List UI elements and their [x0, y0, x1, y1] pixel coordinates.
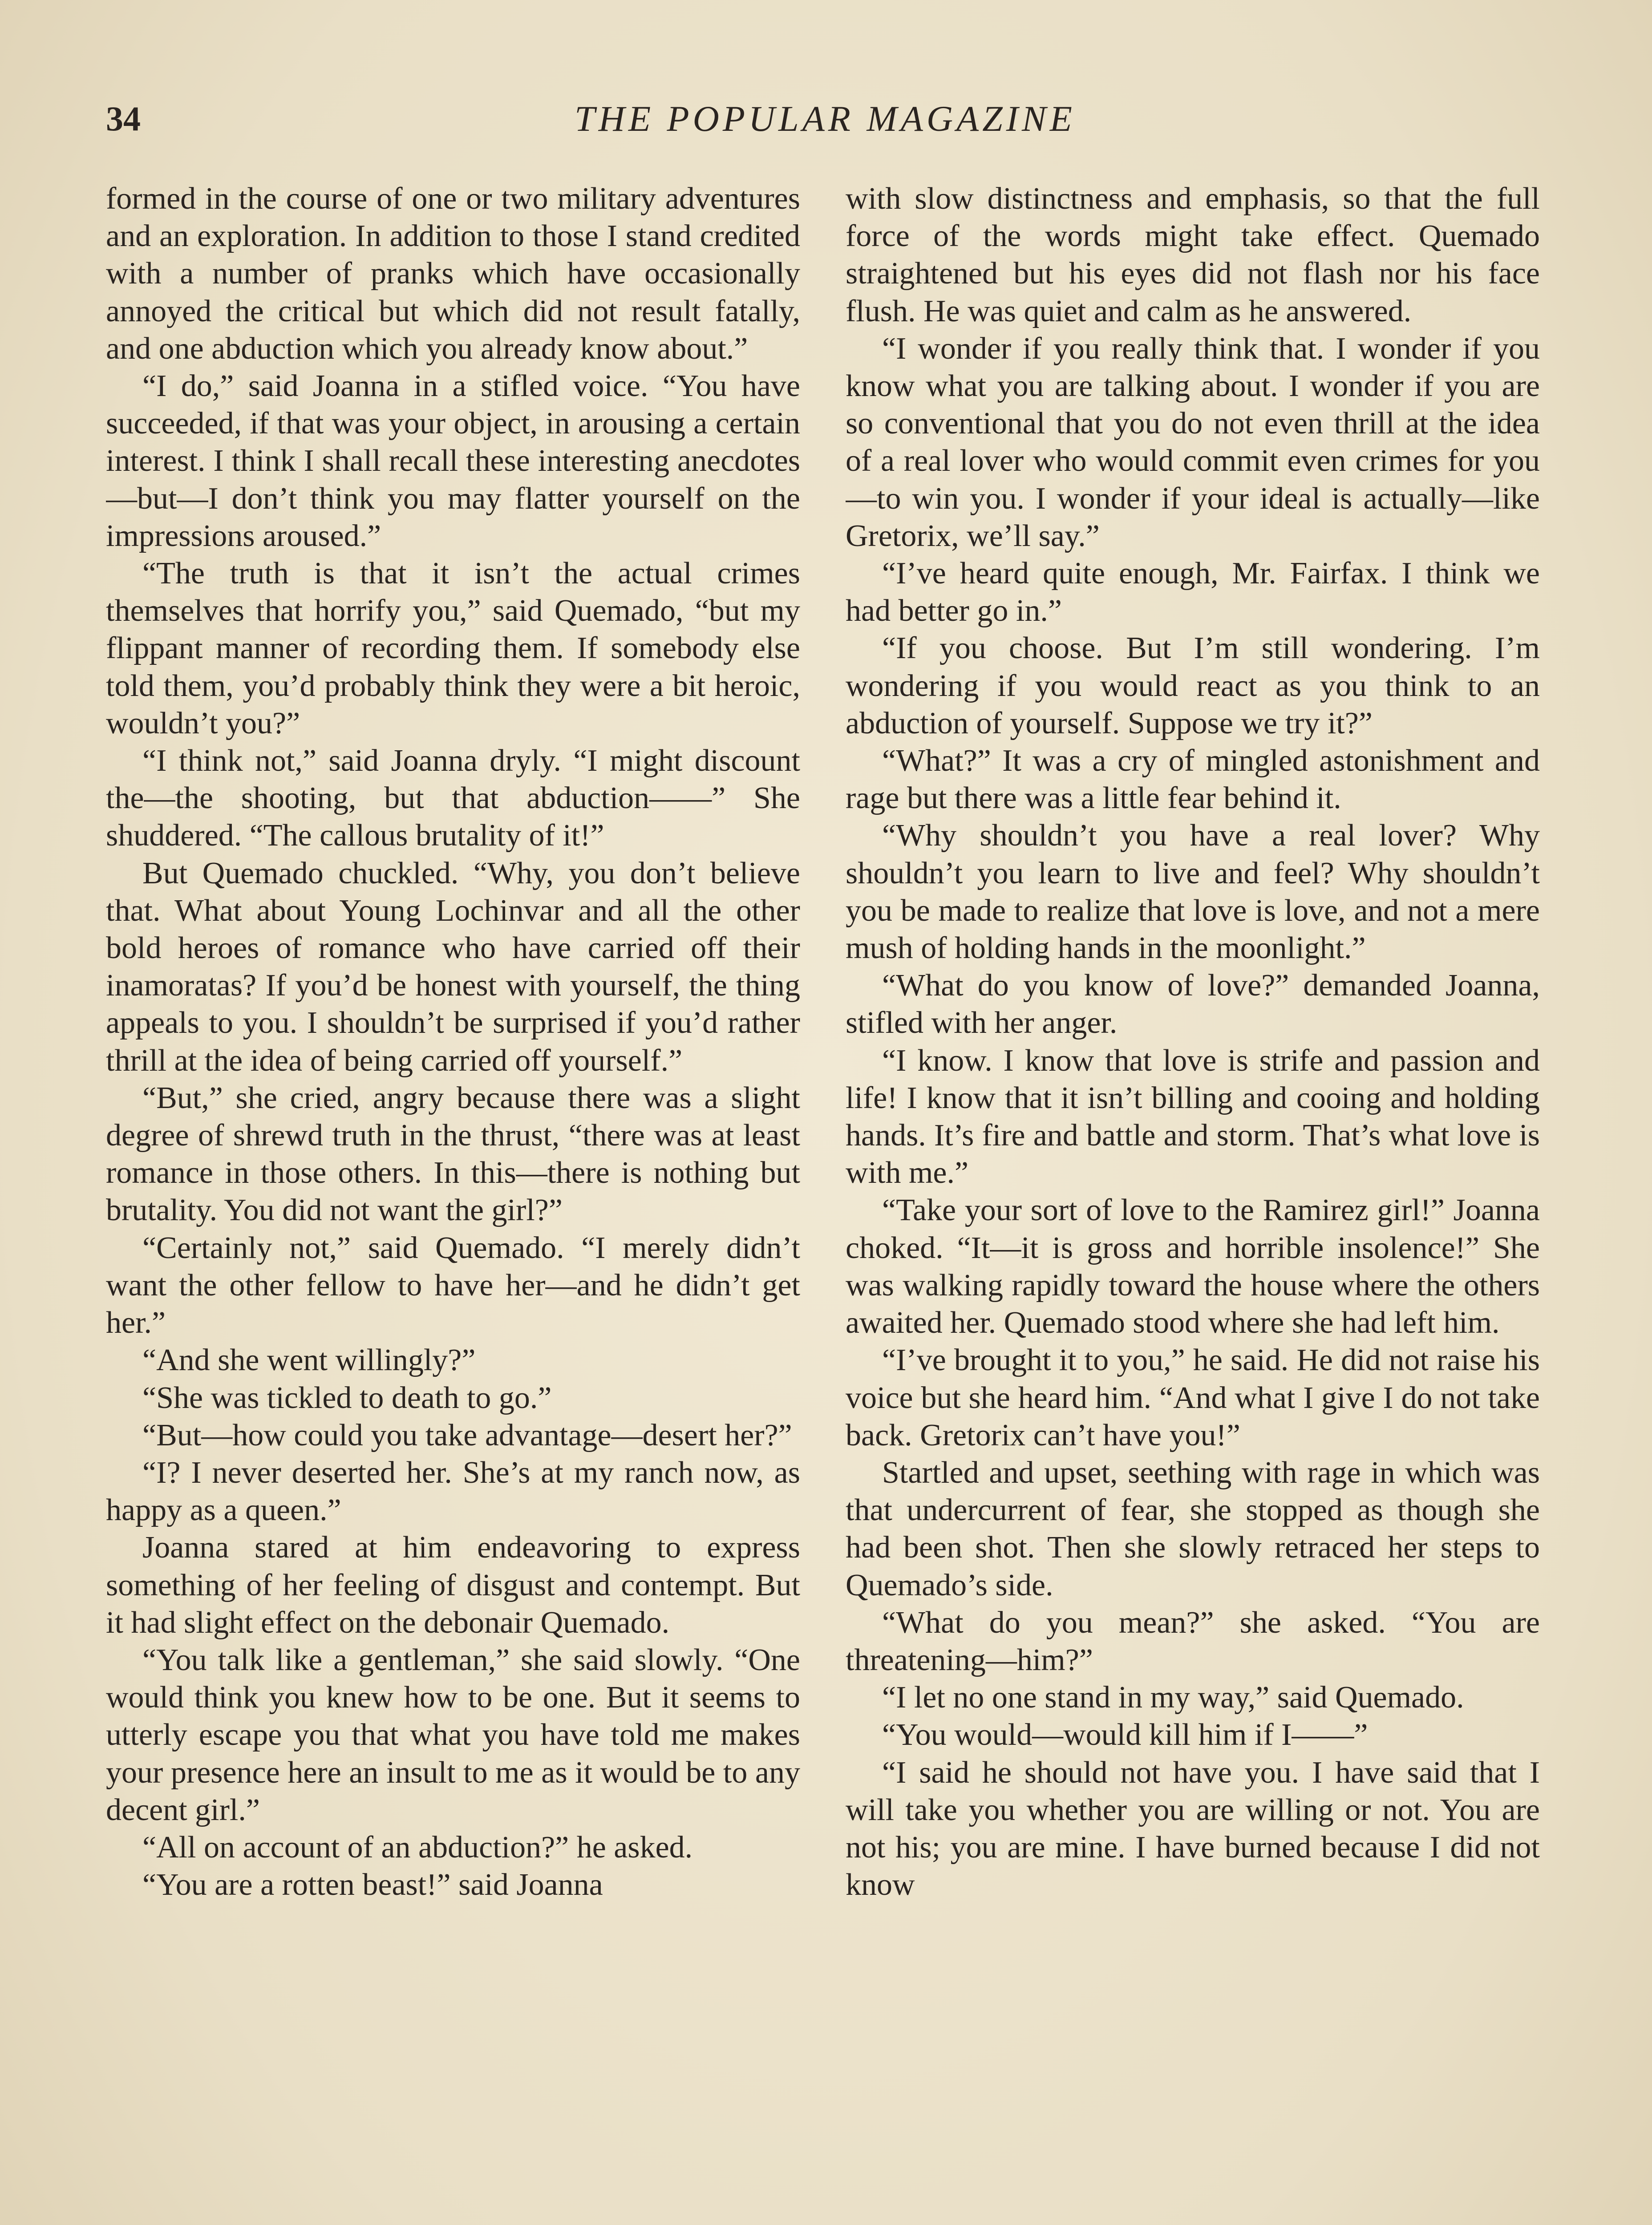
paragraph: Joanna stared at him endeavoring to express something of her feeling of disgust and contempt. But it had slight effect on the debonair Quemado.: [106, 1530, 800, 1640]
paragraph: with slow distinctness and emphasis, so that the full force of the words might take effect. Quemado straightened but his eyes did not flash nor his face flush. He was quiet and calm as he answered.: [846, 182, 1540, 328]
paragraph: “I let no one stand in my way,” said Quemado.: [882, 1680, 1464, 1715]
paragraph: “The truth is that it isn’t the actual crimes themselves that horrify you,” said Quemado, “but my flippant manner of recording them. If somebody else told them, you’d probably think they were a bit heroic, wouldn’t you?”: [106, 556, 800, 740]
paragraph: “I think not,” said Joanna dryly. “I might discount the—the shooting, but that abduction——” She shuddered. “The callous brutality of it!”: [106, 744, 800, 853]
paragraph: “I wonder if you really think that. I wonder if you know what you are talking about. I wonder if you are so conventional that you do not even thrill at the idea of a real lover who would commit even crimes for you—to win you. I wonder if your ideal is actually—like Gretorix, we’ll say.”: [846, 331, 1540, 553]
paragraph: “I? I never deserted her. She’s at my ranch now, as happy as a queen.”: [106, 1455, 800, 1528]
paragraph: “She was tickled to death to go.”: [142, 1380, 552, 1415]
paragraph: “You talk like a gentleman,” she said slowly. “One would think you knew how to be one. But it seems to utterly escape you that what you have told me makes your presence here an insult to me as it would be to any decent girl.”: [106, 1642, 800, 1827]
paragraph: Startled and upset, seething with rage in which was that undercurrent of fear, she stopped as though she had been shot. Then she slowly retraced her steps to Quemado’s side.: [846, 1455, 1540, 1602]
paragraph: “I’ve heard quite enough, Mr. Fairfax. I think we had better go in.”: [846, 556, 1540, 628]
paragraph: “I know. I know that love is strife and passion and life! I know that it isn’t billing and cooing and holding hands. It’s fire and battle and storm. That’s what love is with me.”: [846, 1043, 1540, 1190]
paragraph: “I said he should not have you. I have said that I will take you whether you are willing or not. You are not his; you are mine. I have burned because I did not know: [846, 1755, 1540, 1902]
page-number: 34: [106, 99, 141, 138]
paragraph: “Certainly not,” said Quemado. “I merely didn’t want the other fellow to have her—and he didn’t get her.”: [106, 1230, 800, 1340]
paragraph: “What do you mean?” she asked. “You are threatening—him?”: [846, 1605, 1540, 1677]
left-column: [106, 180, 800, 2225]
paragraph: “And she went willingly?”: [142, 1343, 476, 1378]
paragraph: “But—how could you take advantage—desert her?”: [142, 1418, 792, 1452]
paragraph: “I’ve brought it to you,” he said. He did not raise his voice but she heard him. “And what I give I do not take back. Gretorix can’t have you!”: [846, 1343, 1540, 1452]
magazine-title: THE POPULAR MAGAZINE: [575, 98, 1076, 139]
paragraph: “If you choose. But I’m still wondering. I’m wondering if you would react as you think to an abduction of yourself. Suppose we try it?”: [846, 631, 1540, 740]
right-column: [846, 180, 1540, 2225]
page-header: [106, 99, 1544, 139]
paragraph: “You would—would kill him if I——”: [882, 1718, 1368, 1752]
paragraph: “Why shouldn’t you have a real lover? Why shouldn’t you learn to live and feel? Why shouldn’t you be made to realize that love is love, and not a mere mush of holding hands in the moonlight.”: [846, 818, 1540, 966]
paragraph: But Quemado chuckled. “Why, you don’t believe that. What about Young Lochinvar and all the other bold heroes of romance who have carried off their inamoratas? If you’d be honest with yourself, the thing appeals to you. I shouldn’t be surprised if you’d rather thrill at the idea of being carried off yourself.”: [106, 856, 800, 1078]
paragraph: “All on account of an abduction?” he asked.: [142, 1830, 693, 1865]
paragraph: “What do you know of love?” demanded Joanna, stifled with her anger.: [846, 968, 1540, 1040]
paragraph: “But,” she cried, angry because there was a slight degree of shrewd truth in the thrust, “there was at least romance in those others. In this—there is nothing but brutality. You did not want the girl?”: [106, 1080, 800, 1228]
paragraph: “You are a rotten beast!” said Joanna: [142, 1868, 603, 1902]
paragraph: “What?” It was a cry of mingled astonishment and rage but there was a little fear behind it.: [846, 744, 1540, 816]
paragraph: “Take your sort of love to the Ramirez girl!” Joanna choked. “It—it is gross and horrible insolence!” She was walking rapidly toward the house where the others awaited her. Quemado stood where she had left him.: [846, 1193, 1540, 1340]
paragraph: formed in the course of one or two military adventures and an exploration. In addition to those I stand credited with a number of pranks which have occasionally annoyed the critical but which did not result fatally, and one abduction which you already know about.”: [106, 182, 800, 366]
paragraph: “I do,” said Joanna in a stifled voice. “You have succeeded, if that was your object, in arousing a certain interest. I think I shall recall these interesting anecdotes—but—I don’t think you may flatter yourself on the impressions aroused.”: [106, 369, 800, 553]
